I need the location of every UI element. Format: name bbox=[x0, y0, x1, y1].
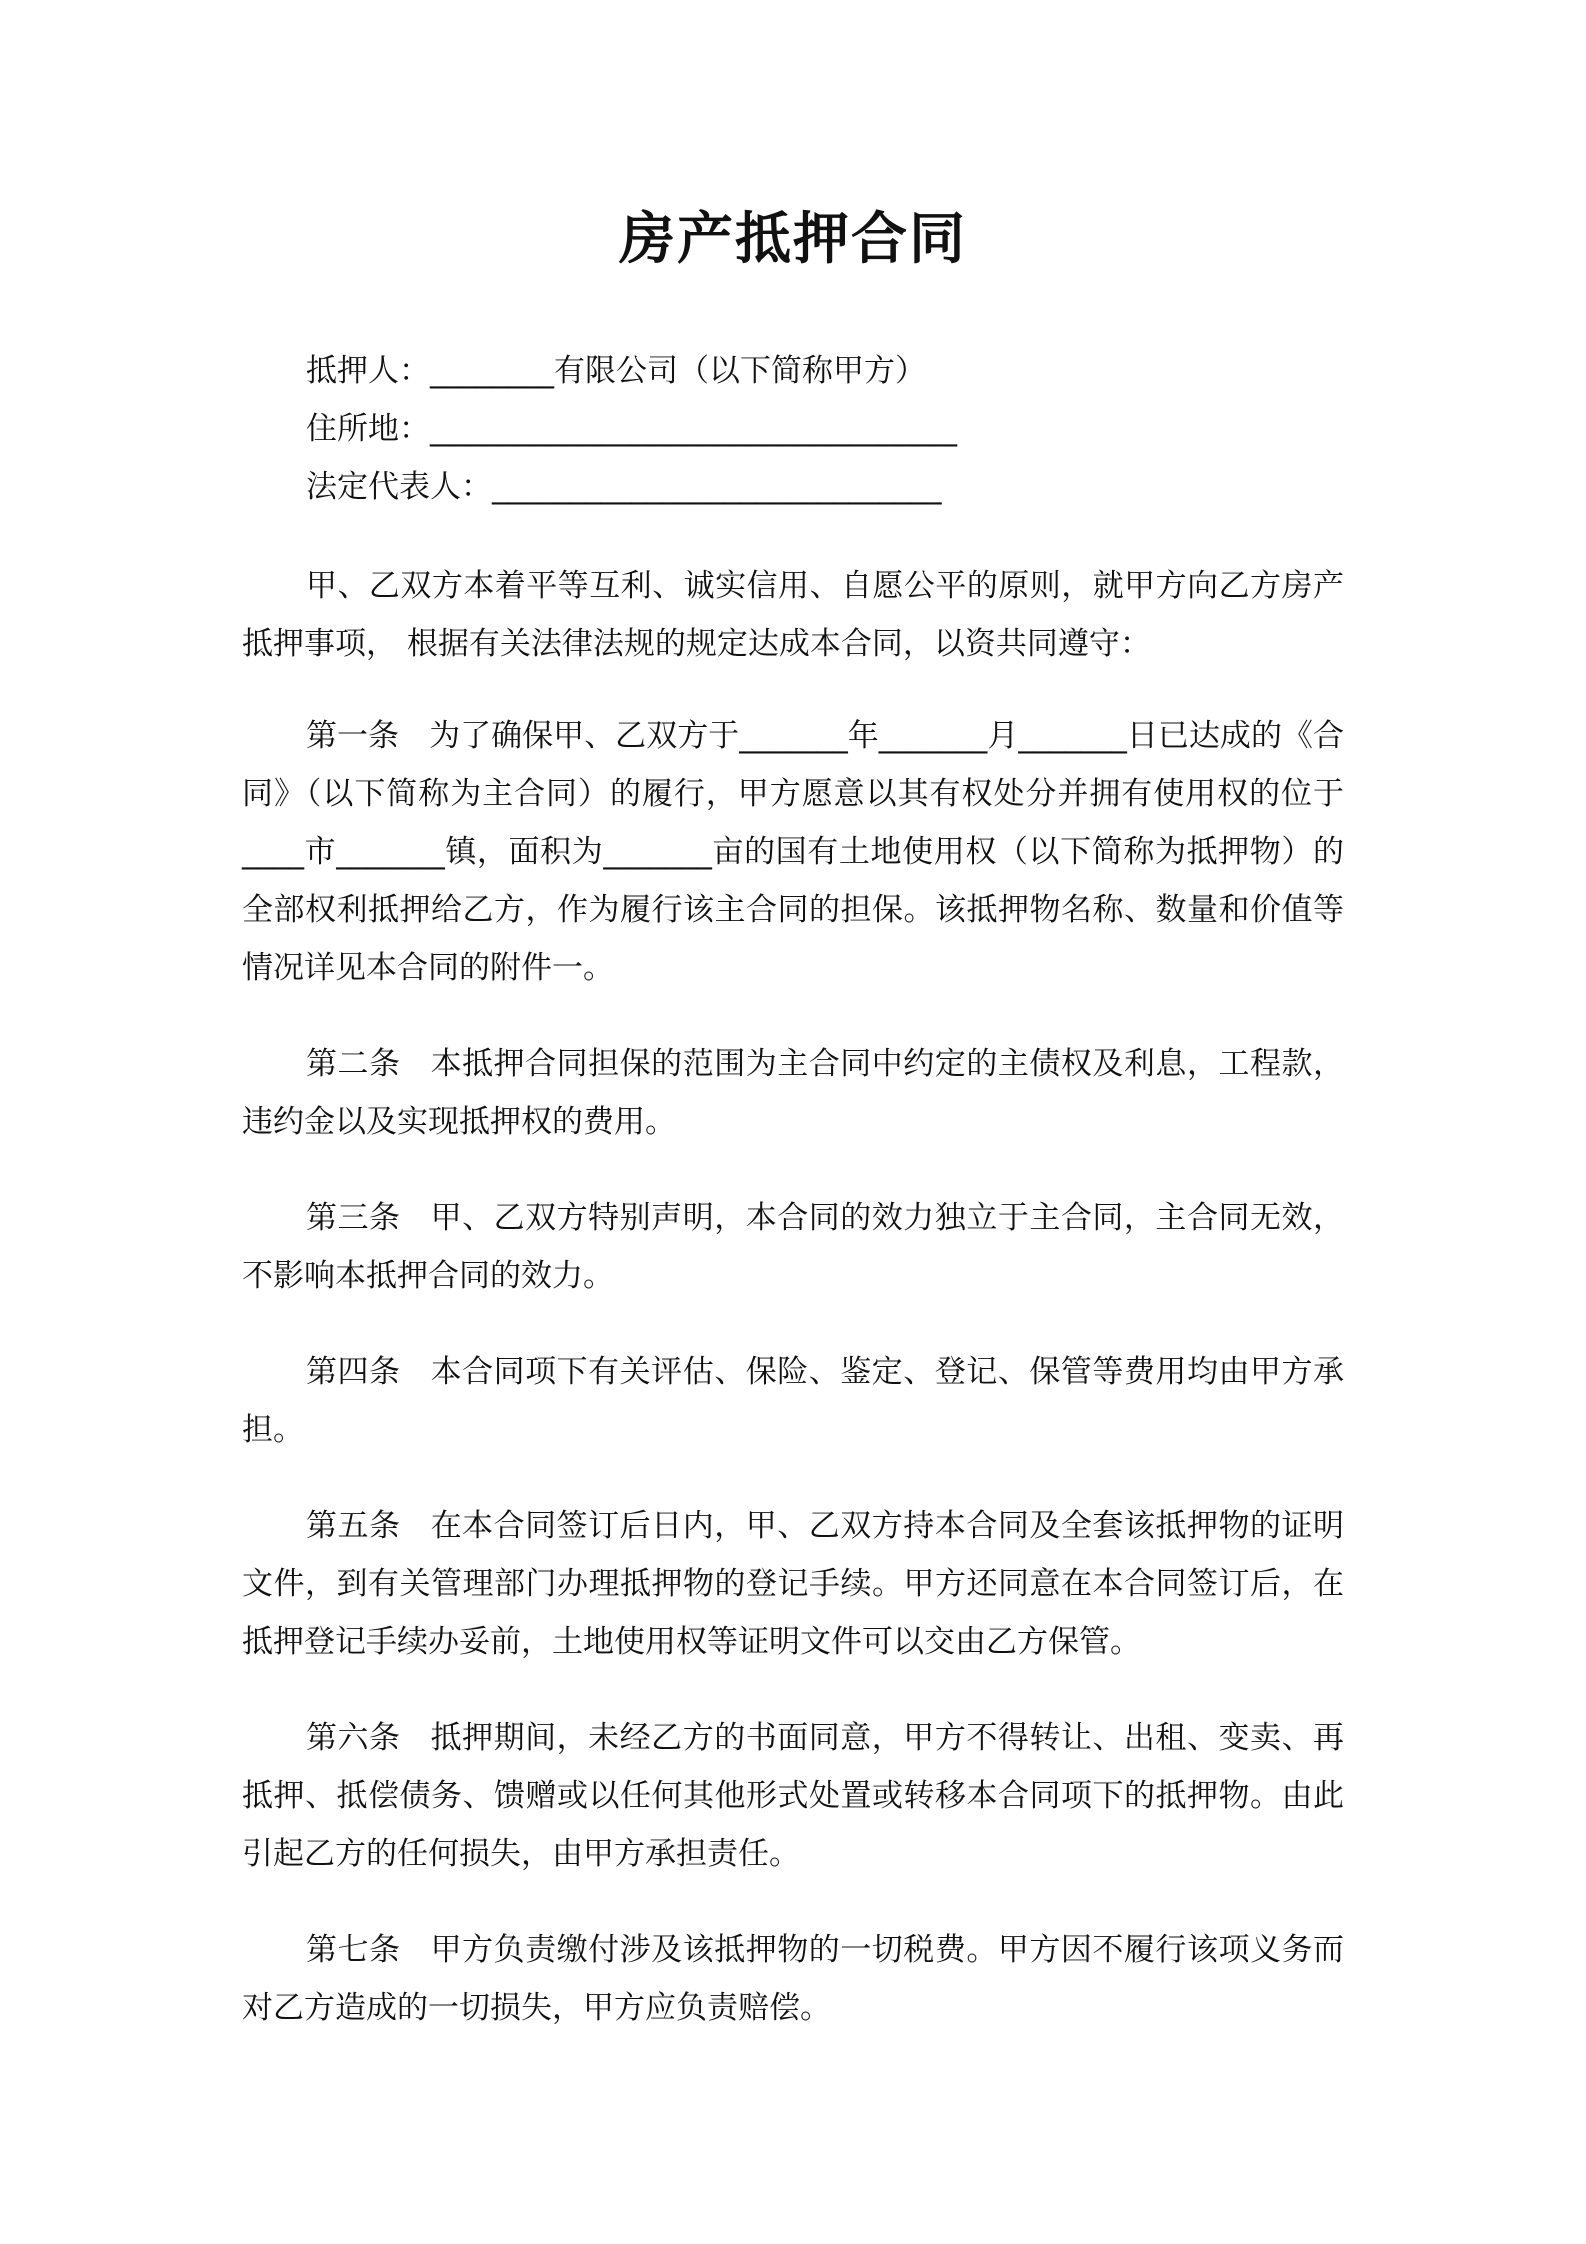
article-label: 第六条 bbox=[306, 1720, 401, 1756]
legal-representative-line: 法定代表人：_____________________________ bbox=[306, 469, 942, 505]
document-title: 房产抵押合同 bbox=[619, 207, 967, 272]
article-label: 第二条 bbox=[306, 1046, 401, 1082]
article-1 bbox=[242, 707, 1344, 997]
article-text: 本合同项下有关评估、保险、鉴定、登记、保管等费用均由甲方承担。 bbox=[242, 1354, 1345, 1448]
address-line: 住所地：__________________________________ bbox=[306, 411, 957, 447]
mortgagor-line: 抵押人：________有限公司（以下简称甲方） bbox=[306, 353, 926, 389]
article-label: 第三条 bbox=[306, 1200, 401, 1236]
article-2 bbox=[242, 1035, 1344, 1151]
article-label: 第五条 bbox=[306, 1508, 401, 1544]
article-text: 抵押期间，未经乙方的书面同意，甲方不得转让、出租、变卖、再抵押、抵偿债务、馈赠或以任何其他形式处置或转移本合同项下的抵押物。由此引起乙方的任何损失，由甲方承担责任。 bbox=[242, 1720, 1345, 1872]
article-text: 本抵押合同担保的范围为主合同中约定的主债权及利息，工程款，违约金以及实现抵押权的费用。 bbox=[242, 1046, 1345, 1140]
article-label: 第四条 bbox=[306, 1354, 401, 1390]
article-text: 为了确保甲、乙双方于_______年_______月_______日已达成的《合同》（以下简称为主合同）的履行，甲方愿意以其有权处分并拥有使用权的位于____市_______镇，面积为_______亩的国有土地使用权（以下简称为抵押物）的全部权利抵押给乙方，作为履行该主合同的担保。该抵押物名称、数量和价值等情况详见本合同的附件一。 bbox=[242, 718, 1344, 986]
article-text: 甲方负责缴付涉及该抵押物的一切税费。甲方因不履行该项义务而对乙方造成的一切损失，甲方应负责赔偿。 bbox=[242, 1932, 1345, 2026]
article-7 bbox=[242, 1921, 1344, 2037]
article-6 bbox=[242, 1709, 1344, 1883]
article-label: 第一条 bbox=[306, 718, 400, 754]
article-4 bbox=[242, 1343, 1344, 1459]
article-text: 在本合同签订后日内，甲、乙双方持本合同及全套该抵押物的证明文件，到有关管理部门办理抵押物的登记手续。甲方还同意在本合同签订后，在抵押登记手续办妥前，土地使用权等证明文件可以交由乙方保管。 bbox=[242, 1508, 1345, 1660]
article-5 bbox=[242, 1497, 1344, 1671]
article-text: 甲、乙双方特别声明，本合同的效力独立于主合同，主合同无效，不影响本抵押合同的效力。 bbox=[242, 1200, 1345, 1294]
article-label: 第七条 bbox=[306, 1932, 401, 1968]
article-3 bbox=[242, 1189, 1344, 1305]
intro-paragraph: 甲、乙双方本着平等互利、诚实信用、自愿公平的原则，就甲方向乙方房产抵押事项， 根据有关法律法规的规定达成本合同，以资共同遵守： bbox=[242, 568, 1344, 662]
